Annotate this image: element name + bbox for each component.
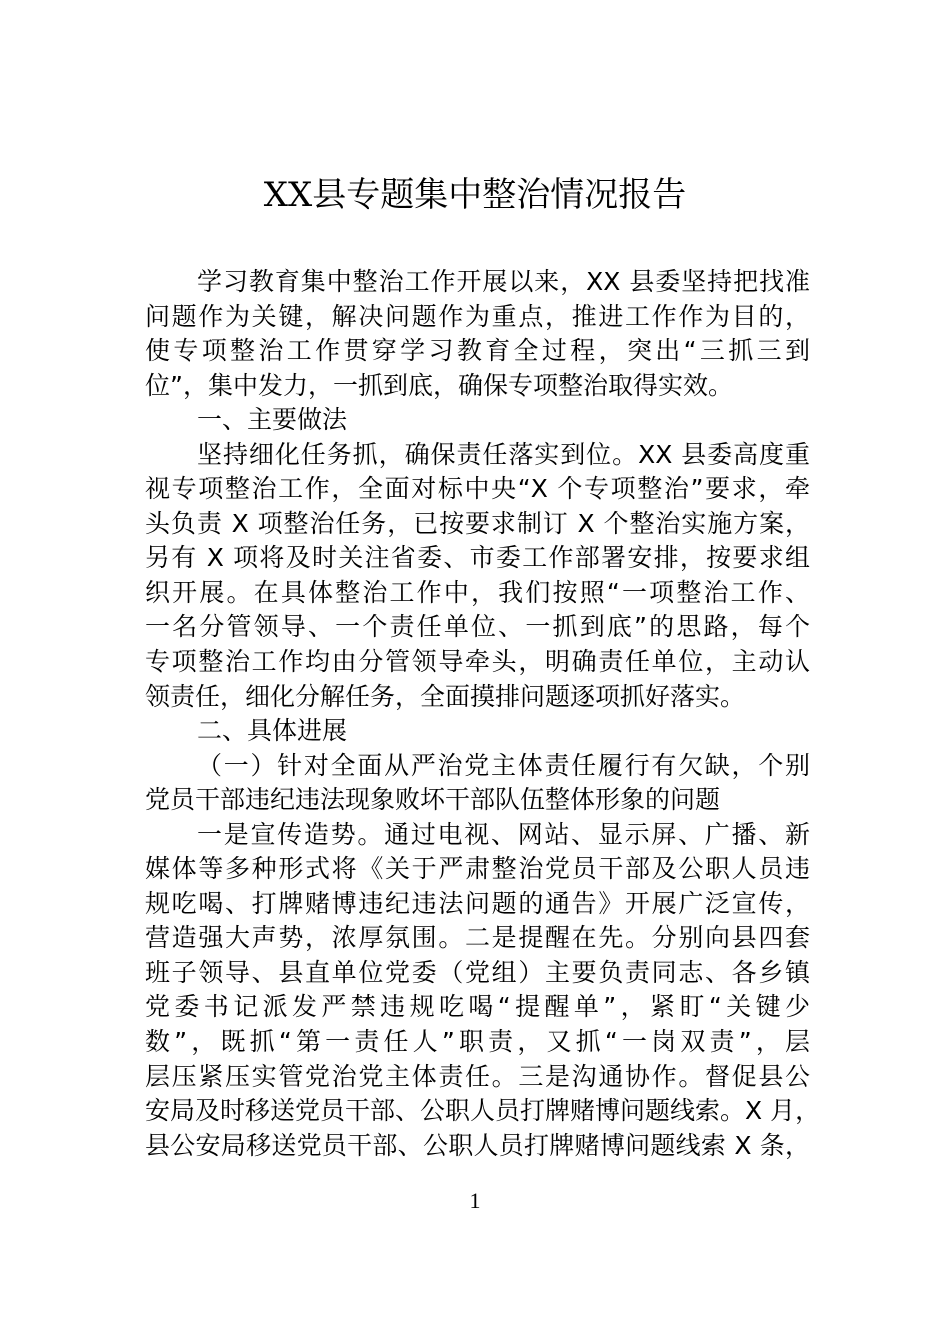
paragraph — [145, 438, 810, 714]
text-line: 二、具体进展 — [197, 716, 348, 746]
text-line: 县公安局移送党员干部、公职人员打牌赌博问题线索 X 条， — [145, 1130, 810, 1160]
text-line: 数”，既抓“第一责任人”职责，又抓“一岗双责”，层 — [145, 1027, 810, 1057]
paragraph — [145, 714, 810, 749]
page-number: 1 — [469, 1188, 481, 1213]
text-line: 媒体等多种形式将《关于严肃整治党员干部及公职人员违 — [145, 854, 810, 884]
text-line: 头负责 X 项整治任务，已按要求制订 X 个整治实施方案， — [145, 508, 810, 538]
text-line: 党员干部违纪违法现象败坏干部队伍整体形象的问题 — [145, 785, 721, 815]
text-line: 班子领导、县直单位党委（党组）主要负责同志、各乡镇 — [145, 957, 810, 987]
text-line: 层压紧压实管党治党主体责任。三是沟通协作。督促县公 — [145, 1061, 810, 1091]
text-line: 另有 X 项将及时关注省委、市委工作部署安排，按要求组 — [145, 543, 810, 573]
document-body — [145, 265, 821, 1163]
paragraph — [145, 818, 821, 1163]
text-line: 视专项整治工作，全面对标中央“X 个专项整治”要求，牵 — [145, 474, 810, 504]
text-line: 党委书记派发严禁违规吃喝“提醒单”，紧盯“关键少 — [145, 992, 810, 1022]
text-line: 一、主要做法 — [197, 405, 348, 435]
paragraph — [145, 265, 810, 403]
document-title: XX县专题集中整治情况报告 — [263, 175, 687, 215]
text-line: 问题作为关键，解决问题作为重点，推进工作作为目的， — [145, 301, 810, 331]
text-line: 学习教育集中整治工作开展以来，XX 县委坚持把找准 — [197, 267, 810, 296]
text-line: 专项整治工作均由分管领导牵头，明确责任单位，主动认 — [145, 647, 810, 677]
text-line: 位”，集中发力，一抓到底，确保专项整治取得实效。 — [145, 370, 733, 400]
text-line: 安局及时移送党员干部、公职人员打牌赌博问题线索。X 月， — [145, 1096, 821, 1126]
text-line: 使专项整治工作贯穿学习教育全过程，突出“三抓三到 — [145, 336, 810, 366]
paragraph — [145, 403, 810, 438]
text-line: 营造强大声势，浓厚氛围。二是提醒在先。分别向县四套 — [145, 923, 810, 953]
text-line: 坚持细化任务抓，确保责任落实到位。XX 县委高度重 — [197, 439, 810, 469]
text-line: 织开展。在具体整治工作中，我们按照“一项整治工作、 — [145, 577, 810, 607]
text-line: （一）针对全面从严治党主体责任履行有欠缺，个别 — [197, 750, 810, 780]
text-line: 一名分管领导、一个责任单位、一抓到底”的思路，每个 — [145, 612, 810, 642]
paragraph — [145, 749, 810, 818]
text-line: 规吃喝、打牌赌博违纪违法问题的通告》开展广泛宣传， — [145, 888, 810, 918]
text-line: 一是宣传造势。通过电视、网站、显示屏、广播、新 — [197, 819, 810, 849]
text-line: 领责任，细化分解任务，全面摸排问题逐项抓好落实。 — [145, 681, 746, 711]
